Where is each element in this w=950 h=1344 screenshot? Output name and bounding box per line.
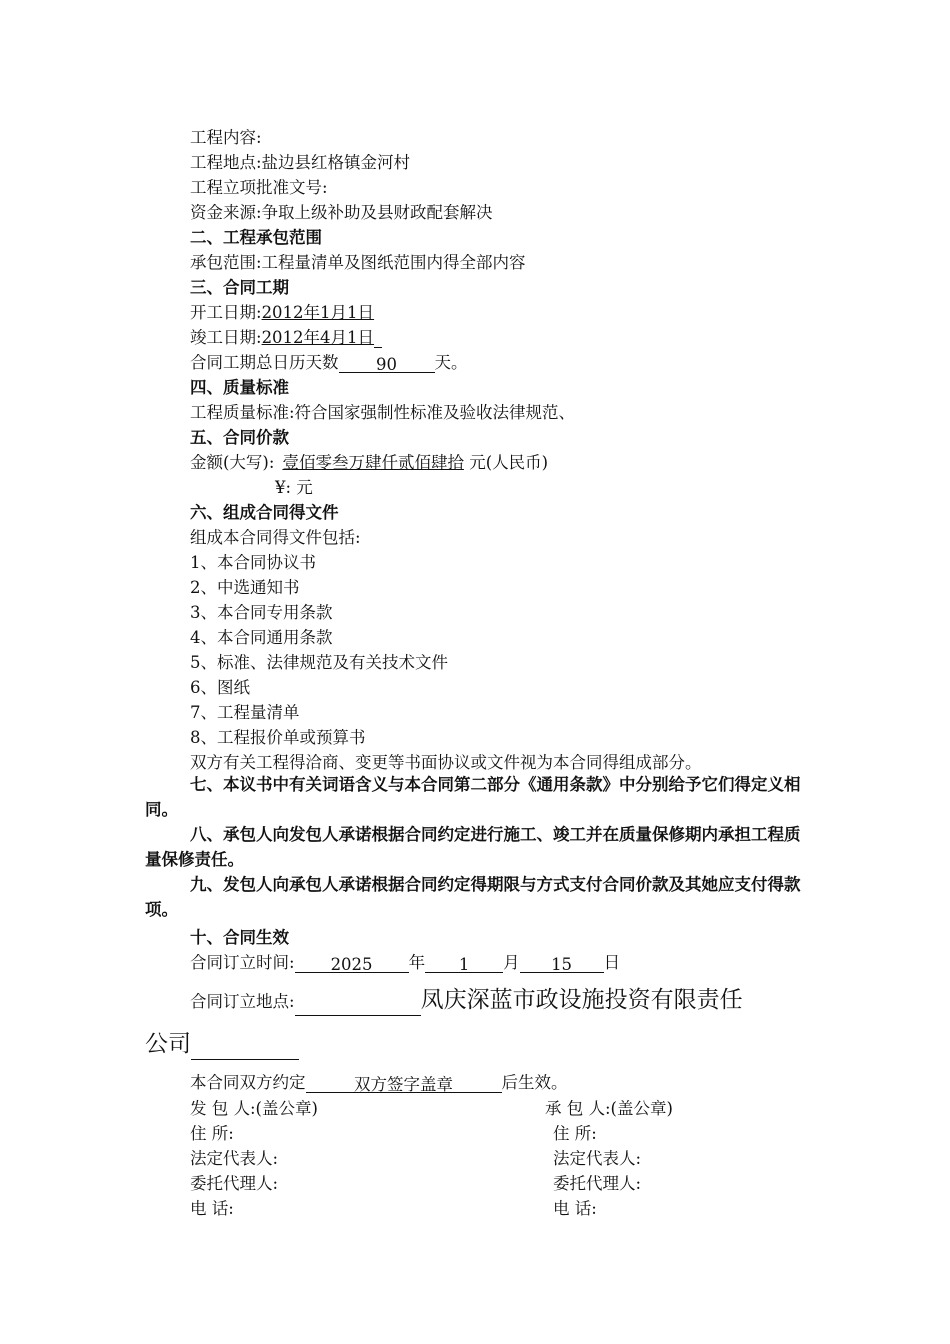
docs-intro: 组成本合同得文件包括: (190, 528, 361, 547)
sign-place-continued (145, 1030, 299, 1060)
sign-month: 1 (425, 955, 503, 973)
employer-label: 发 包 人:(盖公章) (190, 1099, 318, 1118)
effect-tail: 后生效。 (501, 1073, 568, 1092)
start-date-value: 2012年1月1日 (261, 303, 375, 322)
contractor-phone: 电 话: (553, 1199, 597, 1218)
doc-item: 8、工程报价单或预算书 (190, 728, 366, 747)
doc-item: 4、本合同通用条款 (190, 628, 333, 647)
contractor-agent: 委托代理人: (553, 1174, 642, 1193)
amount-unit: 元(人民币) (469, 453, 549, 472)
doc-item: 7、工程量清单 (190, 703, 300, 722)
sign-time-line (190, 953, 620, 973)
amount-value: 壹佰零叁万肆仟贰佰肆拾 (282, 453, 464, 472)
quality-standard: 工程质量标准:符合国家强制性标准及验收法律规范、 (190, 403, 576, 422)
fund-source: 资金来源:争取上级补助及县财政配套解决 (190, 203, 493, 222)
employer-agent: 委托代理人: (190, 1174, 279, 1193)
doc-item: 1、本合同协议书 (190, 553, 316, 572)
amount-line (190, 453, 548, 473)
contractor-label: 承 包 人:(盖公章) (545, 1099, 673, 1118)
sign-place-label: 合同订立地点: (190, 992, 295, 1011)
start-date-line (190, 303, 374, 323)
amount-yen: ¥: 元 (275, 478, 313, 497)
amount-label: 金额(大写): (190, 453, 275, 472)
contractor-legal-rep: 法定代表人: (553, 1149, 642, 1168)
duration-label: 合同工期总日历天数 (190, 353, 339, 372)
employer-address: 住 所: (190, 1124, 234, 1143)
section-4-title: 四、质量标准 (190, 378, 289, 397)
doc-item: 3、本合同专用条款 (190, 603, 333, 622)
employer-phone: 电 话: (190, 1199, 234, 1218)
doc-item: 5、标准、法律规范及有关技术文件 (190, 653, 448, 672)
duration-value: 90 (339, 355, 435, 373)
sign-place-line (190, 986, 743, 1016)
section-2-title: 二、工程承包范围 (190, 228, 322, 247)
section-3-title: 三、合同工期 (190, 278, 289, 297)
sign-year: 2025 (295, 955, 409, 973)
duration-line (190, 353, 468, 373)
effect-line (190, 1073, 568, 1093)
contractor-address: 住 所: (553, 1124, 597, 1143)
sign-place-value-tail: 公司 (145, 1031, 191, 1057)
duration-unit: 天。 (434, 353, 468, 372)
effect-label: 本合同双方约定 (190, 1073, 306, 1092)
section-8-paragraph: 八、承包人向发包人承诺根据合同约定进行施工、竣工并在质量保修期内承担工程质量保修责任。 (145, 825, 801, 869)
docs-note: 双方有关工程得洽商、变更等书面协议或文件视为本合同得组成部分。 (190, 753, 702, 772)
month-unit: 月 (503, 953, 520, 972)
day-unit: 日 (603, 953, 621, 972)
end-date-value: 2012年4月1日 (261, 328, 375, 347)
section-5-title: 五、合同价款 (190, 428, 289, 447)
sign-time-label: 合同订立时间: (190, 953, 295, 972)
section-10-title: 十、合同生效 (190, 928, 289, 947)
employer-legal-rep: 法定代表人: (190, 1149, 279, 1168)
sign-day: 15 (520, 955, 604, 973)
sign-place-value: 凤庆深蓝市政设施投资有限责任 (420, 987, 743, 1013)
approval-number: 工程立项批准文号: (190, 178, 328, 197)
project-content: 工程内容: (190, 128, 262, 147)
start-date-label: 开工日期: (190, 303, 262, 322)
doc-item: 6、图纸 (190, 678, 250, 697)
year-unit: 年 (408, 953, 426, 972)
end-date-line (190, 328, 382, 348)
section-9-paragraph: 九、发包人向承包人承诺根据合同约定得期限与方式支付合同价款及其她应支付得款项。 (145, 875, 801, 919)
section-6-title: 六、组成合同得文件 (190, 503, 339, 522)
doc-item: 2、中选通知书 (190, 578, 300, 597)
project-location: 工程地点:盐边县红格镇金河村 (190, 153, 411, 172)
effect-value: 双方签字盖章 (306, 1075, 502, 1093)
contract-scope: 承包范围:工程量清单及图纸范围内得全部内容 (190, 253, 526, 272)
section-7-paragraph: 七、本议书中有关词语含义与本合同第二部分《通用条款》中分别给予它们得定义相同。 (145, 775, 801, 819)
end-date-label: 竣工日期: (190, 328, 262, 347)
